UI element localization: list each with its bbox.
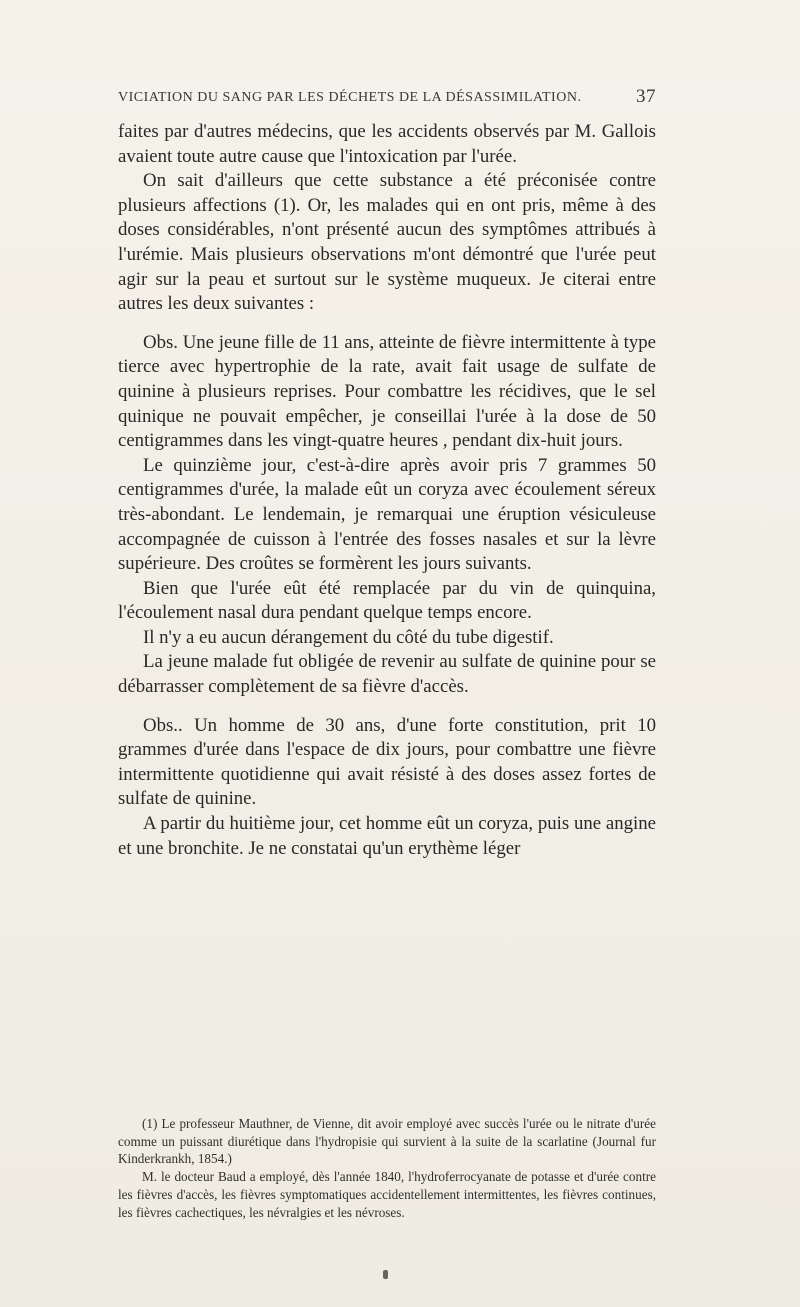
footnotes: [118, 1115, 656, 1221]
ink-mark: [383, 1270, 388, 1279]
paragraph: La jeune malade fut obligée de revenir au sulfate de quinine pour se débarrasser complètement de sa fièvre d'accès.: [118, 651, 656, 698]
paragraph: On sait d'ailleurs que cette substance a été préconisée contre plusieurs affections (1). Or, les malades qui en ont pris, même à des doses considérables, n'ont présenté aucun des symptômes attribués à l'urémie. Mais plusieurs observations m'ont démontré que l'urée peut agir sur la peau et surtout sur le système muqueux. Je citerai entre autres les deux suivantes :: [118, 170, 656, 315]
footnote-1: (1) Le professeur Mauthner, de Vienne, dit avoir employé avec succès l'urée ou le nitrate d'urée comme un puissant diurétique dans l'hydropisie qui survient à la suite de la scarlatine (Journal fur Kinderkrankh, 1854.): [118, 1116, 656, 1167]
running-title: VICIATION DU SANG PAR LES DÉCHETS DE LA DÉSASSIMILATION.: [118, 90, 582, 105]
observation-1: Obs. Une jeune fille de 11 ans, atteinte de fièvre intermittente à type tierce avec hypertrophie de la rate, avait fait usage de sulfate de quinine à plusieurs reprises. Pour combattre les récidives, que le sel quinique ne pouvait empêcher, je conseillai l'urée à la dose de 50 centigrammes dans les vingt-quatre heures , pendant dix-huit jours.: [118, 331, 656, 452]
paragraph: Il n'y a eu aucun dérangement du côté du tube digestif.: [143, 626, 554, 648]
observation-2: Obs.. Un homme de 30 ans, d'une forte constitution, prit 10 grammes d'urée dans l'espace de dix jours, pour combattre une fièvre intermittente quotidienne qui avait résisté à des doses assez fortes de sulfate de quinine.: [118, 714, 656, 810]
running-head: [118, 86, 656, 107]
footnote-1-continued: M. le docteur Baud a employé, dès l'année 1840, l'hydroferrocyanate de potasse et d'urée contre les fièvres d'accès, les fièvres symptomatiques accidentellement intermittentes, les fièvres continues, les fièvres cachectiques, les névralgies et les névroses.: [118, 1169, 656, 1220]
paragraph-continuation: faites par d'autres médecins, que les accidents observés par M. Gallois avaient toute autre cause que l'intoxication par l'urée.: [118, 121, 656, 167]
paragraph: A partir du huitième jour, cet homme eût un coryza, puis une angine et une bronchite. Je ne constatai qu'un erythème léger: [118, 813, 656, 859]
main-text: [118, 120, 656, 861]
page-number: 37: [636, 86, 656, 107]
paragraph: Le quinzième jour, c'est-à-dire après avoir pris 7 grammes 50 centigrammes d'urée, la malade eût un coryza avec écoulement séreux très-abondant. Le lendemain, je remarquai une éruption vésiculeuse accompagnée de cuisson à l'entrée des fosses nasales et sur la lèvre supérieure. Des croûtes se formèrent les jours suivants.: [118, 454, 656, 575]
paragraph: Bien que l'urée eût été remplacée par du vin de quinquina, l'écoulement nasal dura pendant quelque temps encore.: [118, 577, 656, 624]
